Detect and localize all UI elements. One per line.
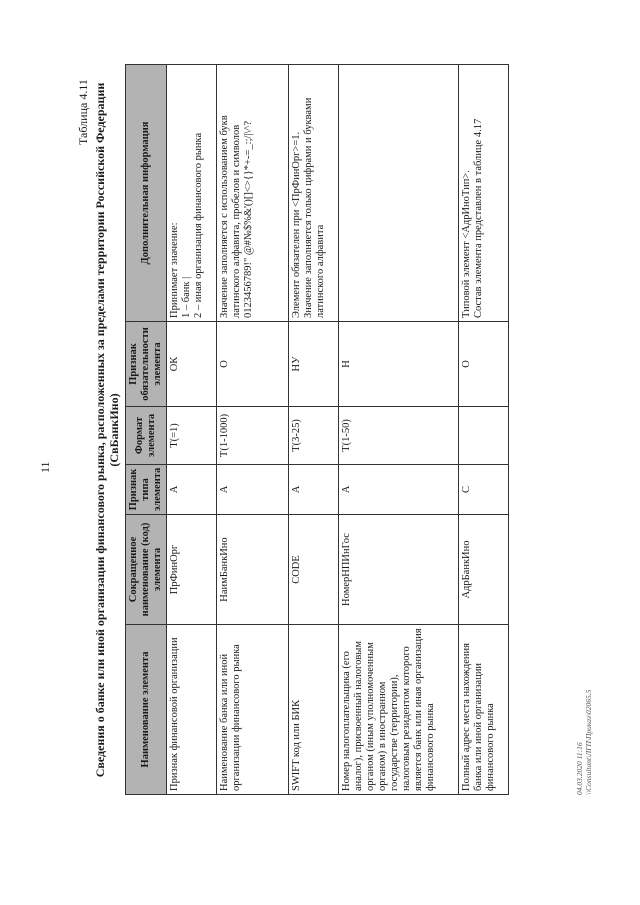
cell-short-code: НомерНПИнГос [339, 515, 459, 625]
cell-short-code: НаимБанкИно [217, 515, 289, 625]
cell-format: T(1-1000) [217, 407, 289, 465]
elements-table [125, 64, 509, 795]
table-reference: Таблица 4.11 [76, 79, 90, 145]
cell-required-flag: ОК [167, 322, 217, 407]
table-row [289, 65, 339, 795]
cell-short-code: ПрФинОрг [167, 515, 217, 625]
caption-code: (СвБанкИно) [107, 393, 121, 467]
cell-extra-info [339, 65, 459, 322]
cell-format: T(=1) [167, 407, 217, 465]
cell-required-flag: О [217, 322, 289, 407]
page-number: 11 [38, 461, 52, 473]
cell-type-flag: С [459, 465, 509, 515]
cell-extra-info: Элемент обязателен при <ПрФинОрг>=1. Значение заполняется только цифрами и буквами латинского алфавита [289, 65, 339, 322]
cell-type-flag: А [167, 465, 217, 515]
cell-element-name: SWIFT код или БИК [289, 625, 339, 795]
header-type-flag: Признак типа элемента [126, 465, 167, 515]
cell-format: T(1-50) [339, 407, 459, 465]
table-header-row [126, 65, 167, 795]
cell-type-flag: А [289, 465, 339, 515]
cell-element-name: Полный адрес места нахождения банка или иной организации финансового рынка [459, 625, 509, 795]
cell-type-flag: А [217, 465, 289, 515]
cell-extra-info: Принимает значение: 1 – банк | 2 – иная организация финансового рынка [167, 65, 217, 322]
header-element-name: Наименование элемента [126, 625, 167, 795]
cell-required-flag: НУ [289, 322, 339, 407]
cell-required-flag: Н [339, 322, 459, 407]
cell-extra-info: Типовой элемент <АдрИноТип>. Состав элемента представлен в таблице 4.17 [459, 65, 509, 322]
cell-short-code: АдрБанкИно [459, 515, 509, 625]
header-required-flag: Признак обязательности элемента [126, 322, 167, 407]
cell-format [459, 407, 509, 465]
cell-required-flag: О [459, 322, 509, 407]
cell-element-name: Номер налогоплательщика (его аналог), присвоенный налоговым органом (иным уполномоченным органом) в иностранном государстве (территории), налоговым резидентом которого является банк или иная организация финансового рынка [339, 625, 459, 795]
print-stamp [575, 690, 593, 795]
stamp-date: 04.03.2020 11:16 [575, 742, 584, 795]
header-extra-info: Дополнительная информация [126, 65, 167, 322]
stamp-path: \\Consultant\ЛГП\Приказ\02065.5 [584, 689, 593, 795]
cell-format: T(3-25) [289, 407, 339, 465]
cell-element-name: Признак финансовой организации [167, 625, 217, 795]
table-row [167, 65, 217, 795]
table-caption [93, 65, 121, 795]
header-format: Формат элемента [126, 407, 167, 465]
cell-type-flag: А [339, 465, 459, 515]
table-row [459, 65, 509, 795]
caption-title: Сведения о банке или иной организации финансового рынка, расположенных за пределами территории Российской Федерации [93, 82, 107, 778]
header-short-code: Сокращенное наименование (код) элемента [126, 515, 167, 625]
cell-extra-info: Значение заполняется с использованием букв латинского алфавита, пробелов и символов 0123456789!" @#№$%&'()[]<>{}*+-=_:;/|\^? [217, 65, 289, 322]
cell-element-name: Наименование банка или иной организации финансового рынка [217, 625, 289, 795]
table-row [339, 65, 459, 795]
cell-short-code: CODE [289, 515, 339, 625]
table-row [217, 65, 289, 795]
